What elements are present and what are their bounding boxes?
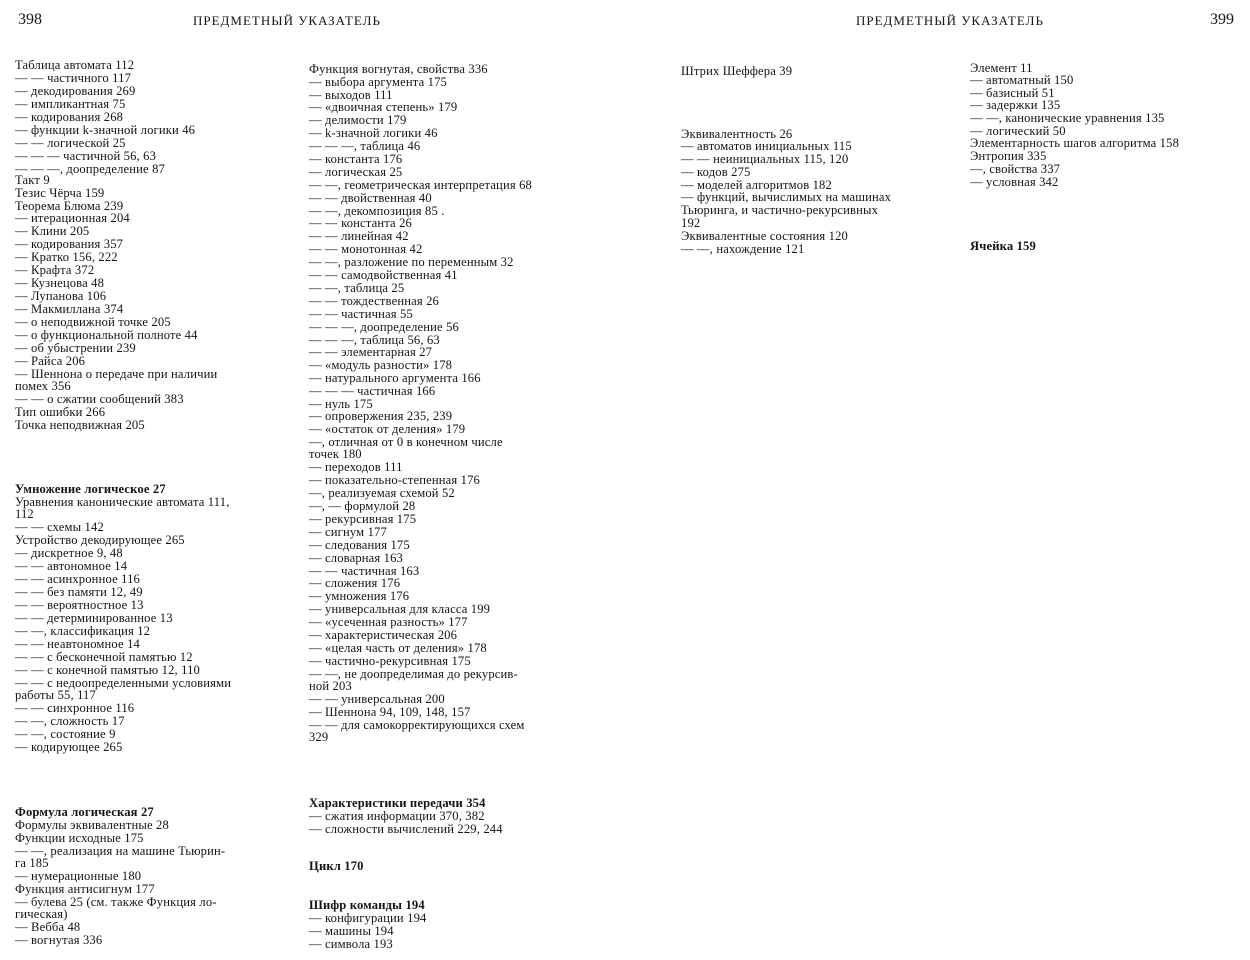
index-entry: — Лупанова 106 bbox=[15, 289, 107, 303]
index-entry: точек 180 bbox=[309, 447, 362, 461]
index-entry: Элементарность шагов алгоритма 158 bbox=[970, 136, 1180, 150]
index-entry: — — детерминированное 13 bbox=[15, 611, 173, 625]
index-entry: — — константа 26 bbox=[309, 216, 412, 230]
index-entry: — Шеннона о передаче при наличии bbox=[15, 367, 218, 381]
index-entry: — нумерационные 180 bbox=[15, 869, 142, 883]
index-entry: — «целая часть от деления» 178 bbox=[309, 641, 487, 655]
index-entry: — — с недоопределенными условиями bbox=[15, 676, 232, 690]
index-entry: — кодирования 357 bbox=[15, 237, 124, 251]
index-entry: — — вероятностное 13 bbox=[15, 598, 144, 612]
index-entry: — Шеннона 94, 109, 148, 157 bbox=[309, 705, 471, 719]
index-entry: — константа 176 bbox=[309, 152, 403, 166]
index-entry: Характеристики передачи 354 bbox=[309, 796, 486, 810]
index-entry: — «модуль разности» 178 bbox=[309, 358, 453, 372]
index-entry: — — тождественная 26 bbox=[309, 294, 439, 308]
index-entry: — Клини 205 bbox=[15, 224, 90, 238]
index-entry: помех 356 bbox=[15, 379, 71, 393]
index-entry: — — автономное 14 bbox=[15, 559, 128, 573]
index-entry: — о функциональной полноте 44 bbox=[15, 328, 198, 342]
index-entry: Точка неподвижная 205 bbox=[15, 418, 145, 432]
index-entry: 192 bbox=[681, 216, 701, 230]
index-entry: — «усеченная разность» 177 bbox=[309, 615, 468, 629]
index-entry: — Кратко 156, 222 bbox=[15, 250, 118, 264]
index-entry: — —, не доопределимая до рекурсив- bbox=[309, 667, 518, 681]
index-entry: — автоматный 150 bbox=[970, 73, 1074, 87]
index-entry: Элемент 11 bbox=[970, 61, 1033, 75]
index-entry: — —, таблица 25 bbox=[309, 281, 405, 295]
index-entry: — задержки 135 bbox=[970, 98, 1061, 112]
index-entry: — натурального аргумента 166 bbox=[309, 371, 481, 385]
index-entry: Умножение логическое 27 bbox=[15, 482, 166, 496]
page-number: 398 bbox=[18, 11, 42, 28]
index-entry: Эквивалентность 26 bbox=[681, 127, 793, 141]
index-entry: — — частичная 55 bbox=[309, 307, 413, 321]
index-entry: — сигнум 177 bbox=[309, 525, 387, 539]
index-entry: Такт 9 bbox=[15, 173, 50, 187]
index-entry: — машины 194 bbox=[309, 924, 394, 938]
index-entry: — делимости 179 bbox=[309, 113, 407, 127]
index-entry: — характеристическая 206 bbox=[309, 628, 458, 642]
index-entry: — показательно-степенная 176 bbox=[309, 473, 480, 487]
index-entry: — — частичная 163 bbox=[309, 564, 420, 578]
index-entry: — функций, вычислимых на машинах bbox=[681, 190, 892, 204]
index-entry: Таблица автомата 112 bbox=[15, 58, 135, 72]
index-entry: Шифр команды 194 bbox=[309, 898, 425, 912]
index-entry: — символа 193 bbox=[309, 937, 393, 951]
index-entry: — —, канонические уравнения 135 bbox=[970, 111, 1165, 125]
index-entry: — —, нахождение 121 bbox=[681, 242, 805, 256]
index-entry: — Кузнецова 48 bbox=[15, 276, 105, 290]
index-entry: ной 203 bbox=[309, 679, 352, 693]
index-entry: — булева 25 (см. также Функция ло- bbox=[15, 895, 217, 909]
index-entry: — конфигурации 194 bbox=[309, 911, 427, 925]
index-entry: работы 55, 117 bbox=[15, 688, 96, 702]
index-entry: — опровержения 235, 239 bbox=[309, 409, 453, 423]
index-entry: 329 bbox=[309, 730, 329, 744]
index-entry: Функция вогнутая, свойства 336 bbox=[309, 62, 488, 76]
index-entry: — — —, таблица 46 bbox=[309, 139, 421, 153]
index-entry: — частично-рекурсивная 175 bbox=[309, 654, 471, 668]
index-entry: Формула логическая 27 bbox=[15, 805, 154, 819]
index-entry: — выбора аргумента 175 bbox=[309, 75, 447, 89]
index-entry: — логическая 25 bbox=[309, 165, 403, 179]
index-entry: гическая) bbox=[15, 907, 68, 921]
index-entry: — — —, доопределение 87 bbox=[15, 162, 165, 176]
index-entry: — — — частичная 166 bbox=[309, 384, 436, 398]
index-entry: Цикл 170 bbox=[309, 859, 364, 873]
index-entry: — — элементарная 27 bbox=[309, 345, 433, 359]
index-entry: Тип ошибки 266 bbox=[15, 405, 106, 419]
index-entry: — логический 50 bbox=[970, 124, 1066, 138]
index-entry: — —, состояние 9 bbox=[15, 727, 116, 741]
running-head: ПРЕДМЕТНЫЙ УКАЗАТЕЛЬ bbox=[193, 13, 381, 28]
index-entry: — —, сложность 17 bbox=[15, 714, 125, 728]
index-entry: — — монотонная 42 bbox=[309, 242, 423, 256]
index-entry: — —, разложение по переменным 32 bbox=[309, 255, 514, 269]
index-entry: — кодирования 268 bbox=[15, 110, 124, 124]
index-entry: — декодирования 269 bbox=[15, 84, 136, 98]
index-entry: — о неподвижной точке 205 bbox=[15, 315, 171, 329]
index-entry: — — линейная 42 bbox=[309, 229, 409, 243]
index-entry: —, отличная от 0 в конечном числе bbox=[309, 435, 503, 449]
index-entry: — выходов 111 bbox=[309, 88, 393, 102]
index-entry: — кодов 275 bbox=[681, 165, 751, 179]
index-entry: — об убыстрении 239 bbox=[15, 341, 136, 355]
index-entry: Ячейка 159 bbox=[970, 239, 1036, 253]
index-entry: Уравнения канонические автомата 111, bbox=[15, 495, 230, 509]
index-entry: — — о сжатии сообщений 383 bbox=[15, 392, 184, 406]
index-entry: Функции исходные 175 bbox=[15, 831, 144, 845]
index-entry: — «двоичная степень» 179 bbox=[309, 100, 458, 114]
index-entry: — — —, таблица 56, 63 bbox=[309, 333, 440, 347]
index-entry: — —, реализация на машине Тьюрин- bbox=[15, 844, 226, 858]
index-entry: — «остаток от деления» 179 bbox=[309, 422, 466, 436]
index-entry: — следования 175 bbox=[309, 538, 410, 552]
index-entry: — Макмиллана 374 bbox=[15, 302, 124, 316]
index-entry: Теорема Блюма 239 bbox=[15, 199, 124, 213]
index-entry: — Райса 206 bbox=[15, 354, 86, 368]
index-entry: — — самодвойственная 41 bbox=[309, 268, 458, 282]
index-entry: — — без памяти 12, 49 bbox=[15, 585, 143, 599]
index-entry: — — синхронное 116 bbox=[15, 701, 135, 715]
index-entry: — — с конечной памятью 12, 110 bbox=[15, 663, 200, 677]
index-entry: — —, декомпозиция 85 . bbox=[309, 204, 445, 218]
index-entry: — дискретное 9, 48 bbox=[15, 546, 123, 560]
running-head: ПРЕДМЕТНЫЙ УКАЗАТЕЛЬ bbox=[856, 13, 1044, 28]
index-entry: —, свойства 337 bbox=[970, 162, 1061, 176]
index-entry: — —, геометрическая интерпретация 68 bbox=[309, 178, 532, 192]
index-entry: — сложения 176 bbox=[309, 576, 401, 590]
index-entry: — — схемы 142 bbox=[15, 520, 104, 534]
index-entry: Тьюринга, и частично-рекурсивных bbox=[681, 203, 879, 217]
index-entry: —, — формулой 28 bbox=[309, 499, 416, 513]
index-entry: — условная 342 bbox=[970, 175, 1059, 189]
index-entry: — итерационная 204 bbox=[15, 211, 130, 225]
index-entry: — — с бесконечной памятью 12 bbox=[15, 650, 193, 664]
index-entry: — нуль 175 bbox=[309, 397, 373, 411]
index-entry: — Крафта 372 bbox=[15, 263, 95, 277]
index-entry: — сжатия информации 370, 382 bbox=[309, 809, 485, 823]
index-entry: — — для самокорректирующихся схем bbox=[309, 718, 525, 732]
index-entry: Функция антисигнум 177 bbox=[15, 882, 155, 896]
index-entry: — — логической 25 bbox=[15, 136, 126, 150]
index-entry: — —, классификация 12 bbox=[15, 624, 151, 638]
page-number: 399 bbox=[1210, 11, 1234, 28]
index-entry: — кодирующее 265 bbox=[15, 740, 123, 754]
index-entry: Энтропия 335 bbox=[970, 149, 1047, 163]
index-entry: — автоматов инициальных 115 bbox=[681, 139, 852, 153]
index-entry: — базисный 51 bbox=[970, 86, 1055, 100]
index-entry: Тезис Чёрча 159 bbox=[15, 186, 105, 200]
index-entry: — умножения 176 bbox=[309, 589, 410, 603]
index-entry: — k-значной логики 46 bbox=[309, 126, 438, 140]
index-entry: — Вебба 48 bbox=[15, 920, 81, 934]
index-entry: —, реализуемая схемой 52 bbox=[309, 486, 455, 500]
index-entry: — функции k-значной логики 46 bbox=[15, 123, 196, 137]
index-entry: — — универсальная 200 bbox=[309, 692, 445, 706]
index-entry: — — —, доопределение 56 bbox=[309, 320, 459, 334]
index-entry: 112 bbox=[15, 507, 34, 521]
index-entry: — — — частичной 56, 63 bbox=[15, 149, 157, 163]
index-entry: — — неинициальных 115, 120 bbox=[681, 152, 849, 166]
index-entry: — — двойственная 40 bbox=[309, 191, 432, 205]
index-entry: Устройство декодирующее 265 bbox=[15, 533, 185, 547]
index-entry: — вогнутая 336 bbox=[15, 933, 103, 947]
index-entry: — сложности вычислений 229, 244 bbox=[309, 822, 503, 836]
right-page bbox=[625, 0, 1250, 960]
index-entry: — импликантная 75 bbox=[15, 97, 126, 111]
index-entry: га 185 bbox=[15, 856, 49, 870]
index-entry: Штрих Шеффера 39 bbox=[681, 64, 793, 78]
index-entry: Формулы эквивалентные 28 bbox=[15, 818, 169, 832]
index-entry: — моделей алгоритмов 182 bbox=[681, 178, 832, 192]
index-entry: — словарная 163 bbox=[309, 551, 403, 565]
index-entry: Эквивалентные состояния 120 bbox=[681, 229, 848, 243]
index-entry: — — асинхронное 116 bbox=[15, 572, 140, 586]
index-entry: — — частичного 117 bbox=[15, 71, 132, 85]
index-entry: — универсальная для класса 199 bbox=[309, 602, 491, 616]
index-entry: — переходов 111 bbox=[309, 460, 403, 474]
index-entry: — рекурсивная 175 bbox=[309, 512, 417, 526]
index-entry: — — неавтономное 14 bbox=[15, 637, 140, 651]
